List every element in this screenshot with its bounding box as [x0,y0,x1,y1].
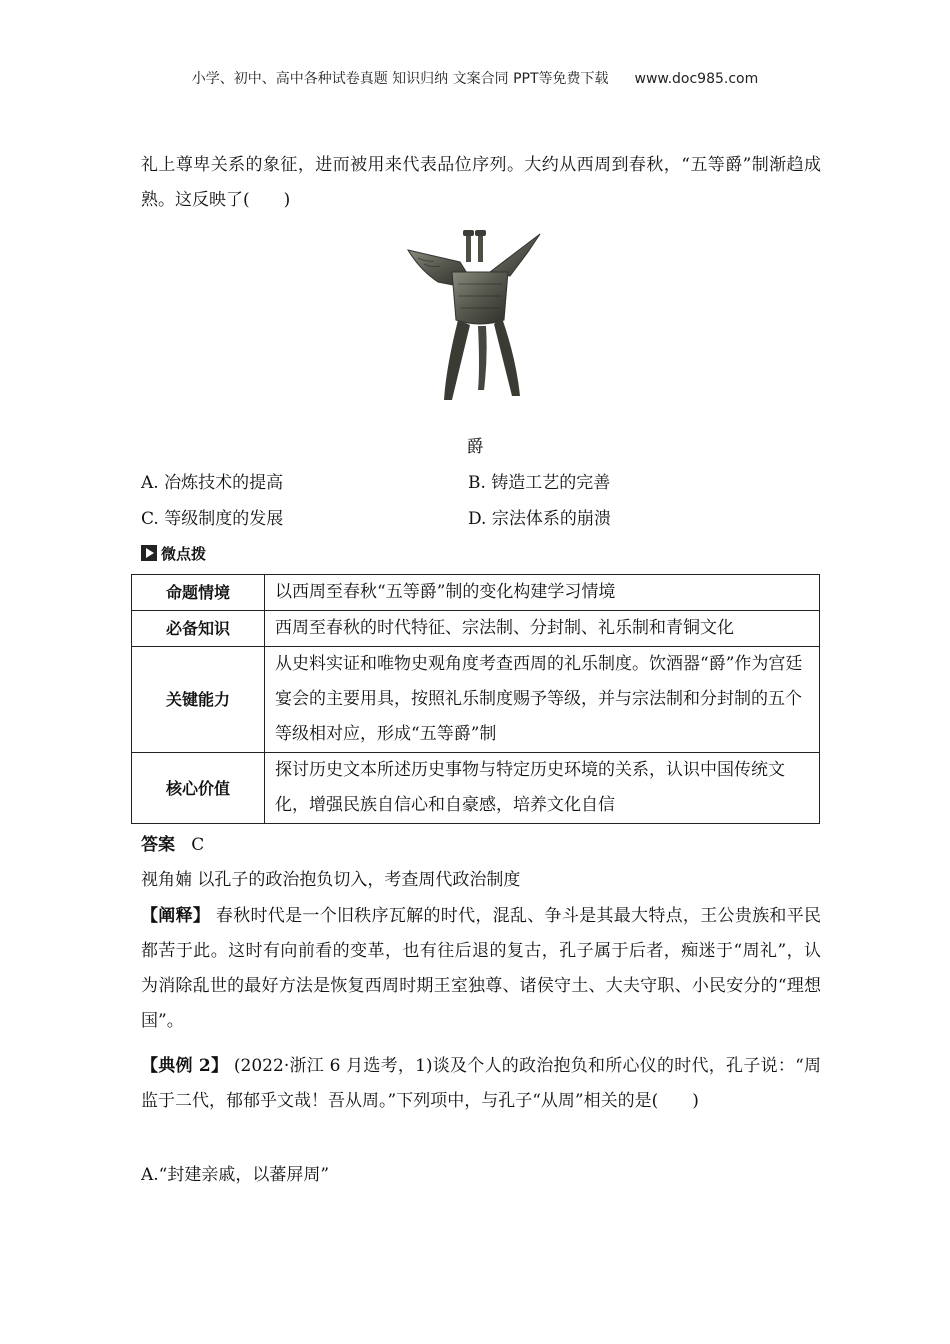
page-header [0,68,950,88]
tip-heading [141,540,206,566]
table-key: 关键能力 [132,647,265,753]
answer-line [141,828,821,863]
answer-label: 答案 [141,835,175,855]
figure-caption: 爵 [466,437,484,457]
table-row [132,647,820,753]
table-row [132,611,820,647]
table-key: 命题情境 [132,575,265,611]
table-value: 西周至春秋的时代特征、宗法制、分封制、礼乐制和青铜文化 [265,611,820,647]
option-d: D. 宗法体系的崩溃 [468,509,611,529]
table-value: 从史料实证和唯物史观角度考查西周的礼乐制度。饮酒器“爵”作为宫廷宴会的主要用具，按照礼乐制度赐予等级，并与宗法制和分封制的五个等级相对应，形成“五等爵”制 [265,647,820,753]
table-key: 核心价值 [132,753,265,824]
example-paragraph [141,1049,821,1119]
header-site: www.doc985.com [634,71,759,87]
header-text: 小学、初中、高中各种试卷真题 知识归纳 文案合同 PPT等免费下载 [191,71,609,87]
perspective-line: 视角婻 以孔子的政治抱负切入，考查周代政治制度 [141,870,521,890]
bronze-jue-vessel-icon [400,228,550,403]
table-key: 必备知识 [132,611,265,647]
explanation-paragraph [141,899,821,1039]
answer-value: C [191,835,205,855]
option-c: C. 等级制度的发展 [141,509,284,529]
example-label: 【典例 2】 [141,1056,229,1076]
table-row [132,575,820,611]
example-text: (2022·浙江 6 月选考，1)谈及个人的政治抱负和所心仪的时代，孔子说：“周监于二代，郁郁乎文哉！吾从周。”下列项中，与孔子“从周”相关的是( ) [141,1056,822,1111]
play-icon [141,545,157,561]
option-b: B. 铸造工艺的完善 [468,473,611,493]
table-row [132,753,820,824]
option-a-second: A.“封建亲戚，以蕃屏周” [141,1165,330,1185]
option-a: A. 冶炼技术的提高 [141,473,284,493]
explanation-text: 春秋时代是一个旧秩序瓦解的时代，混乱、争斗是其最大特点，王公贵族和平民都苦于此。这时有向前看的变革，也有往后退的复古，孔子属于后者，痴迷于“周礼”，认为消除乱世的最好方法是恢复西周时期王室独尊、诸侯守土、大夫守职、小民安分的“理想国”。 [141,906,822,1031]
question-text: 礼上尊卑关系的象征，进而被用来代表品位序列。大约从西周到春秋，“五等爵”制渐趋成熟。这反映了( ) [141,155,821,210]
table-value: 以西周至春秋“五等爵”制的变化构建学习情境 [265,575,820,611]
tip-heading-label: 微点拨 [161,544,207,563]
table-value: 探讨历史文本所述历史事物与特定历史环境的关系，认识中国传统文化，增强民族自信心和自豪感，培养文化自信 [265,753,820,824]
analysis-table [131,574,820,824]
explanation-label: 【阐释】 [141,906,211,926]
